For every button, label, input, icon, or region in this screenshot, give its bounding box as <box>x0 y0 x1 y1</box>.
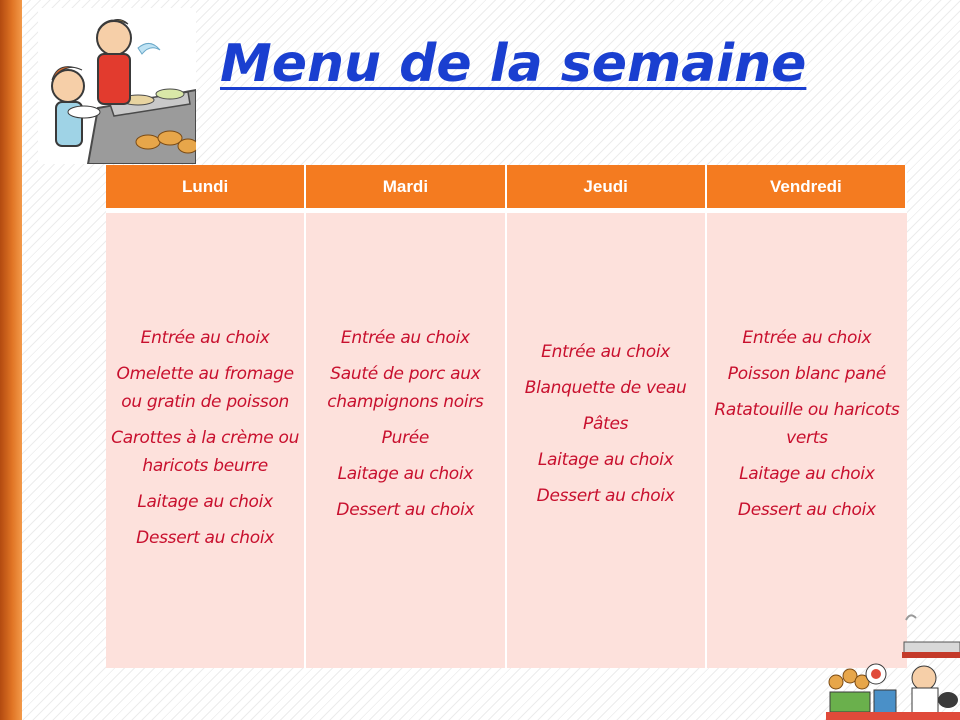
menu-item: Entrée au choix <box>541 341 671 362</box>
menu-item: Dessert au choix <box>336 499 475 520</box>
kitchen-clip-art <box>826 612 960 720</box>
menu-item: Sauté de porc aux champignons noirs <box>327 363 484 412</box>
menu-item: Purée <box>381 427 430 448</box>
page-title: Menu de la semaine <box>220 34 807 94</box>
menu-cell-lundi <box>106 213 306 668</box>
menu-item: Laitage au choix <box>537 449 674 470</box>
menu-cell-jeudi <box>507 213 707 668</box>
day-header-mardi: Mardi <box>306 165 506 213</box>
left-accent-bar <box>0 0 22 720</box>
cafeteria-clip-art <box>38 8 196 164</box>
menu-item: Laitage au choix <box>137 491 273 512</box>
menu-item: Dessert au choix <box>136 527 275 548</box>
menu-item: Dessert au choix <box>737 499 876 520</box>
day-header-vendredi: Vendredi <box>707 165 907 213</box>
menu-item: Entrée au choix <box>140 327 270 348</box>
menu-item: Entrée au choix <box>742 327 872 348</box>
menu-item: Laitage au choix <box>337 463 474 484</box>
menu-cell-mardi <box>306 213 506 668</box>
day-header-jeudi: Jeudi <box>507 165 707 213</box>
menu-item: Dessert au choix <box>536 485 675 506</box>
menu-item: Ratatouille ou haricots verts <box>714 399 900 448</box>
menu-table <box>106 165 907 668</box>
day-header-lundi: Lundi <box>106 165 306 213</box>
menu-cell-vendredi <box>707 213 907 668</box>
menu-item: Carottes à la crème ou haricots beurre <box>111 427 300 476</box>
menu-item: Omelette au fromage ou gratin de poisson <box>116 363 294 412</box>
menu-item: Laitage au choix <box>739 463 875 484</box>
menu-item: Poisson blanc pané <box>727 363 886 384</box>
menu-item: Blanquette de veau <box>524 377 687 398</box>
menu-item: Pâtes <box>583 413 629 434</box>
menu-item: Entrée au choix <box>340 327 470 348</box>
